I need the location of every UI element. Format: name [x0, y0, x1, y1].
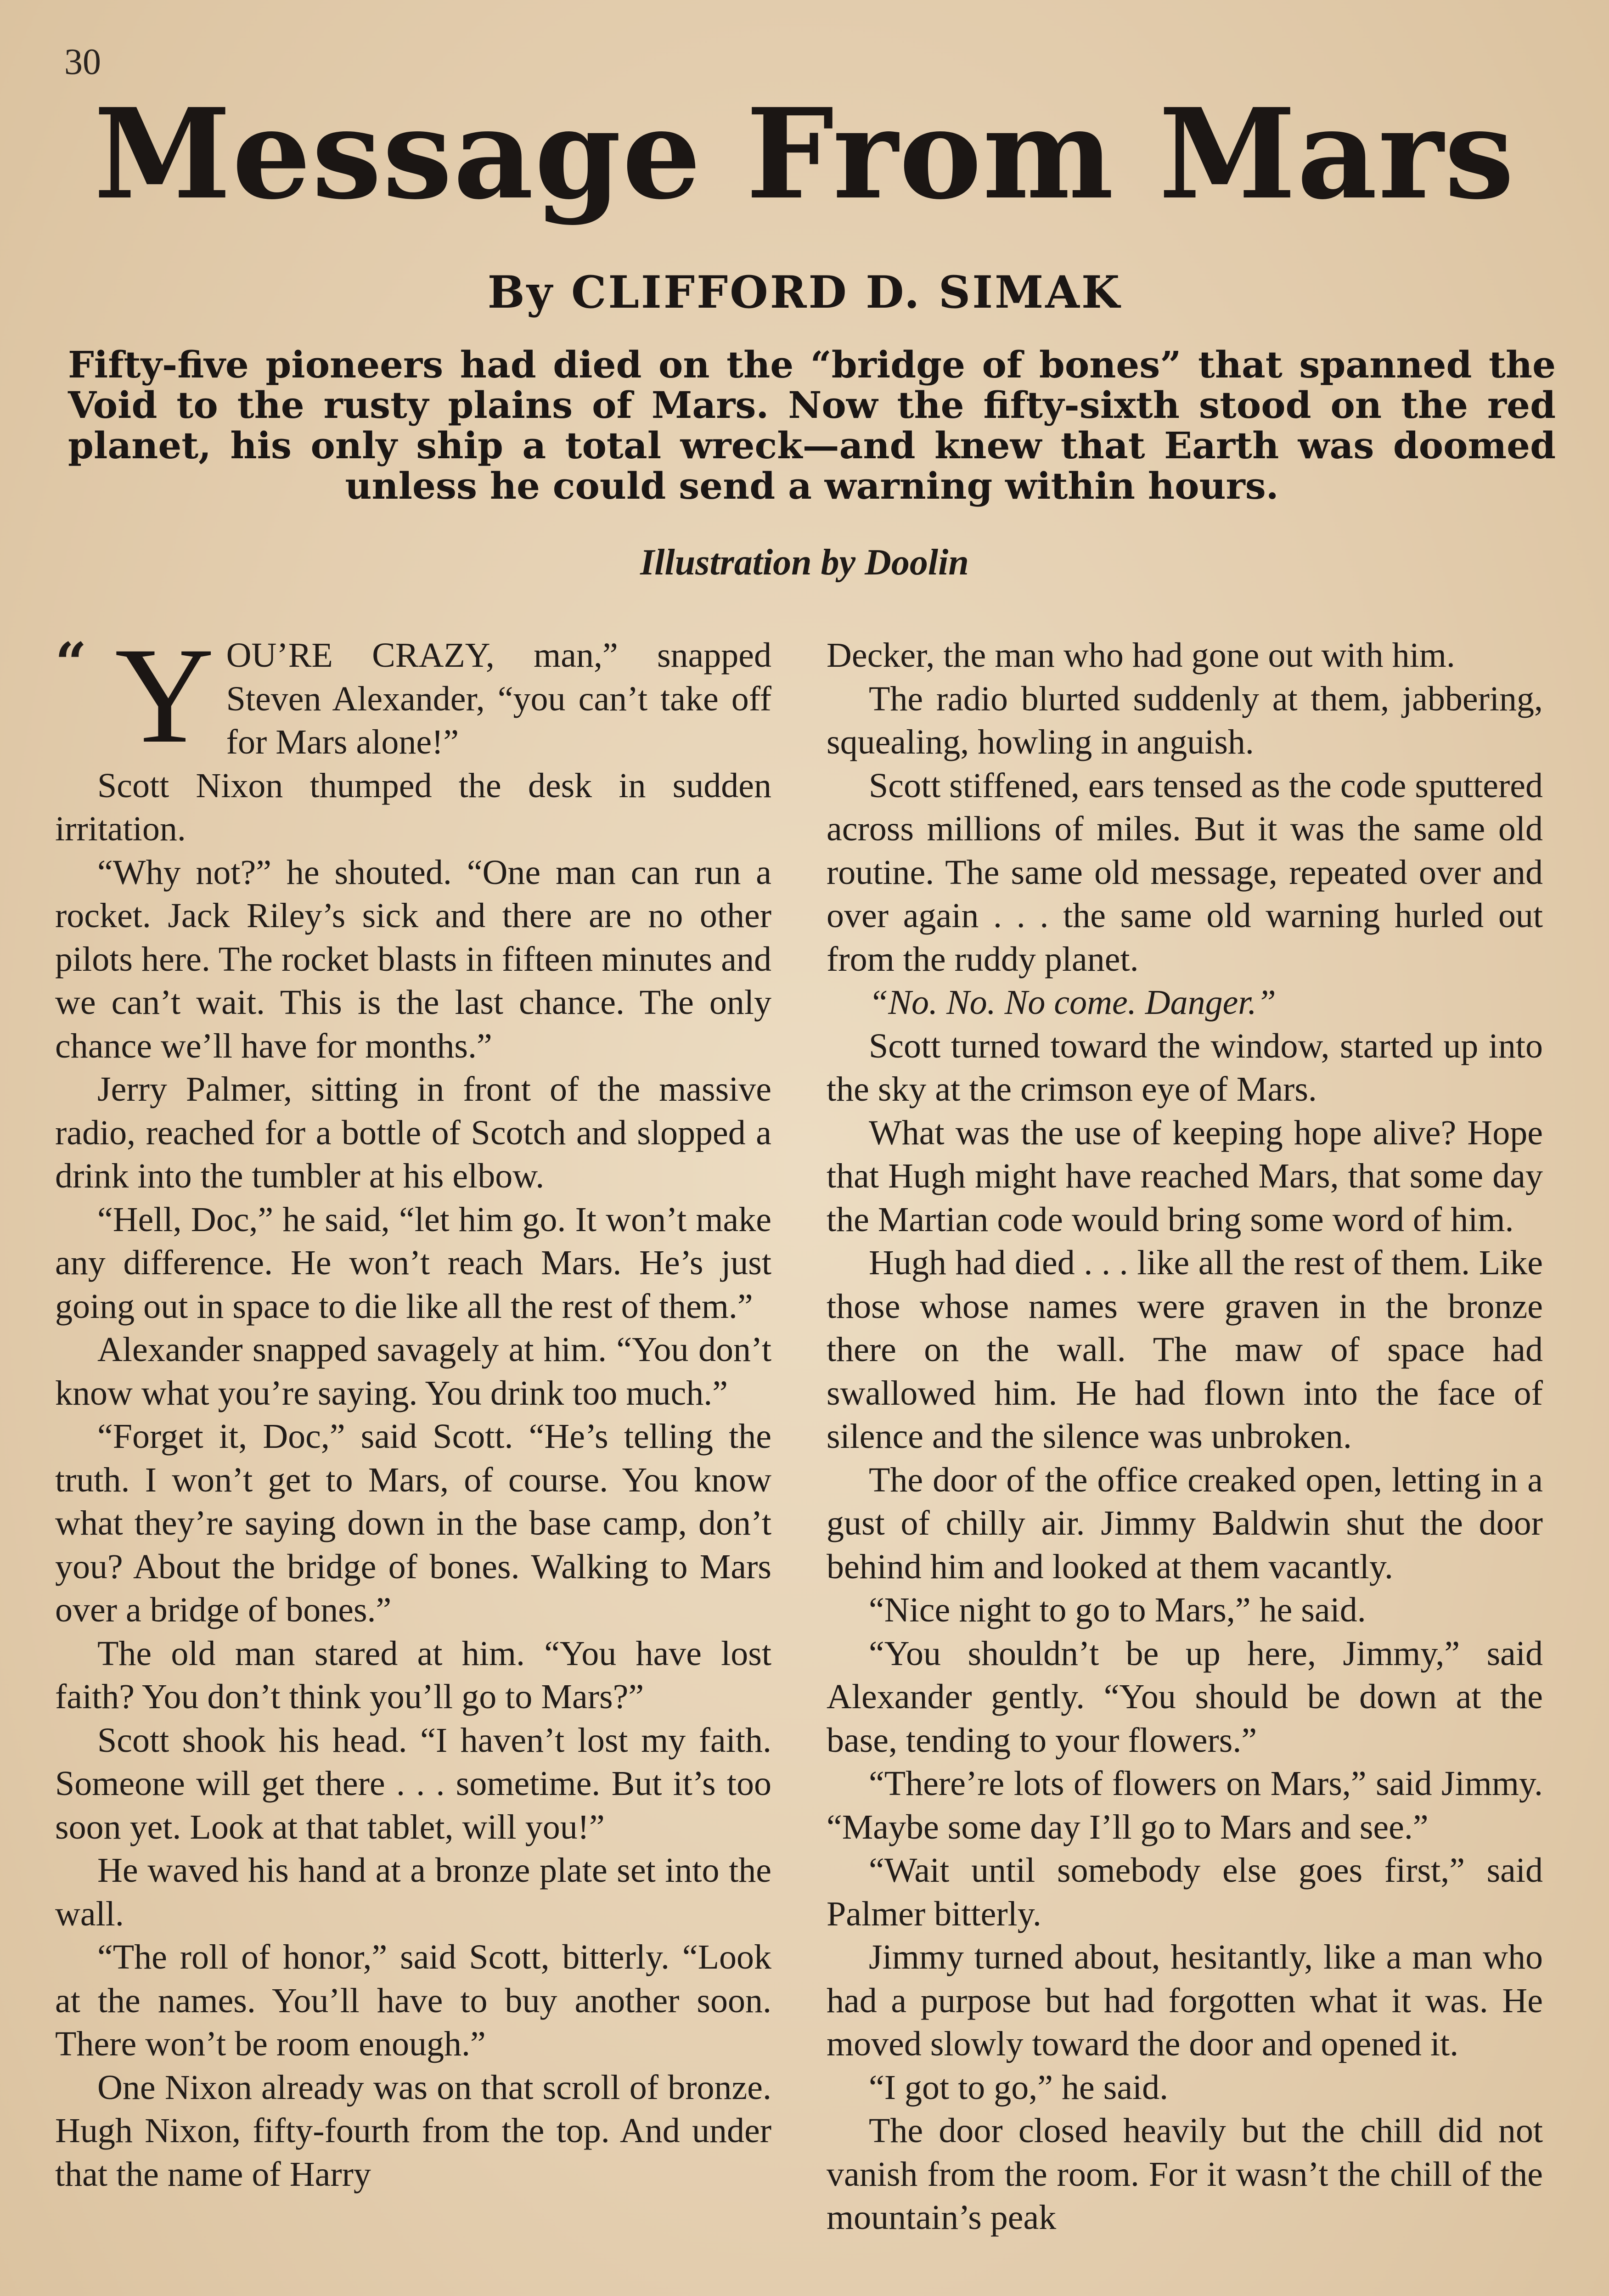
- paragraph: “Hell, Doc,” he said, “let him go. It won’t make any difference. He won’t reach Mars. He’s just going out in space to die like all the rest of them.”: [55, 1200, 771, 1326]
- open-quote-mark: “: [55, 630, 87, 695]
- paragraph: Alexander snapped savagely at him. “You don’t know what you’re saying. You drink too much.”: [55, 1330, 771, 1412]
- author-byline: By CLIFFORD D. SIMAK: [487, 266, 1122, 318]
- right-column: [827, 634, 1543, 2240]
- paragraph: He waved his hand at a bronze plate set into the wall.: [55, 1851, 771, 1933]
- paragraph: “Forget it, Doc,” said Scott. “He’s telling the truth. I won’t get to Mars, of course. You know what they’re saying down in the base camp, don’t you? About the bridge of bones. Walking to Mars over a bridge of bones.”: [55, 1417, 771, 1629]
- story-lead: Fifty-five pioneers had died on the “bridge of bones” that spanned the Void to the rusty plains of Mars. Now the fifty-sixth stood on the red planet, his only ship a total wreck—and knew that Earth was doomed unless he could send a warning within hours.: [68, 343, 1556, 507]
- paragraph: Jimmy turned about, hesitantly, like a man who had a purpose but had forgotten what it was. He moved slowly toward the door and opened it.: [827, 1938, 1543, 2063]
- paragraph: “The roll of honor,” said Scott, bitterly. “Look at the names. You’ll have to buy another soon. There won’t be room enough.”: [55, 1938, 771, 2063]
- continued-paragraph: Decker, the man who had gone out with him.: [827, 636, 1455, 675]
- paragraph: The door closed heavily but the chill did not vanish from the room. For it wasn’t the chill of the mountain’s peak: [827, 2111, 1543, 2237]
- paragraph: Hugh had died . . . like all the rest of them. Like those whose names were graven in the bronze there on the wall. The maw of space had swallowed him. He had flown into the face of silence and the silence was unbroken.: [827, 1244, 1543, 1456]
- story-title: Message From Mars: [94, 81, 1515, 227]
- paragraph: Scott stiffened, ears tensed as the code sputtered across millions of miles. But it was the same old routine. The same old message, repeated over and over again . . . the same old warning hurled out from the ruddy planet.: [827, 766, 1543, 979]
- paragraph: “You shouldn’t be up here, Jimmy,” said Alexander gently. “You should be down at the base, tending to your flowers.”: [827, 1634, 1543, 1760]
- paragraph: What was the use of keeping hope alive? Hope that Hugh might have reached Mars, that some day the Martian code would bring some word of him.: [827, 1113, 1543, 1239]
- illustration-credit: Illustration by Doolin: [640, 542, 969, 583]
- paragraph: The old man stared at him. “You have lost faith? You don’t think you’ll go to Mars?”: [55, 1634, 771, 1716]
- left-column: [55, 619, 771, 2196]
- martian-message: “No. No. No come. Danger.”: [869, 983, 1276, 1022]
- first-paragraph: OU’RE CRAZY, man,” snapped Steven Alexander, “you can’t take off for Mars alone!”: [226, 636, 771, 761]
- paragraph: Jerry Palmer, sitting in front of the massive radio, reached for a bottle of Scotch and slopped a drink into the tumbler at his elbow.: [55, 1070, 771, 1195]
- paragraph: “Wait until somebody else goes first,” said Palmer bitterly.: [827, 1851, 1543, 1933]
- paragraph: The door of the office creaked open, letting in a gust of chilly air. Jimmy Baldwin shut the door behind him and looked at them vacantly.: [827, 1460, 1543, 1586]
- paragraph: Scott shook his head. “I haven’t lost my faith. Someone will get there . . . sometime. But it’s too soon yet. Look at that tablet, will you!”: [55, 1721, 771, 1846]
- paragraph: Scott turned toward the window, started up into the sky at the crimson eye of Mars.: [827, 1026, 1543, 1109]
- paragraph: “There’re lots of flowers on Mars,” said Jimmy. “Maybe some day I’ll go to Mars and see.”: [827, 1764, 1543, 1846]
- paragraph: “I got to go,” he said.: [869, 2068, 1169, 2107]
- opening-paragraph: [55, 619, 771, 771]
- paragraph: One Nixon already was on that scroll of bronze. Hugh Nixon, fifty-fourth from the top. And under that the name of Harry: [55, 2068, 771, 2194]
- paragraph: The radio blurted suddenly at them, jabbering, squealing, howling in anguish.: [827, 679, 1543, 761]
- paragraph: “Why not?” he shouted. “One man can run a rocket. Jack Riley’s sick and there are no other pilots here. The rocket blasts in fifteen minutes and we can’t wait. This is the last chance. The only chance we’ll have for months.”: [55, 853, 771, 1065]
- paragraph: Scott Nixon thumped the desk in sudden irritation.: [55, 766, 771, 848]
- paragraph: “Nice night to go to Mars,” he said.: [869, 1591, 1366, 1629]
- drop-cap: Y: [115, 619, 214, 771]
- page-number: 30: [64, 42, 101, 82]
